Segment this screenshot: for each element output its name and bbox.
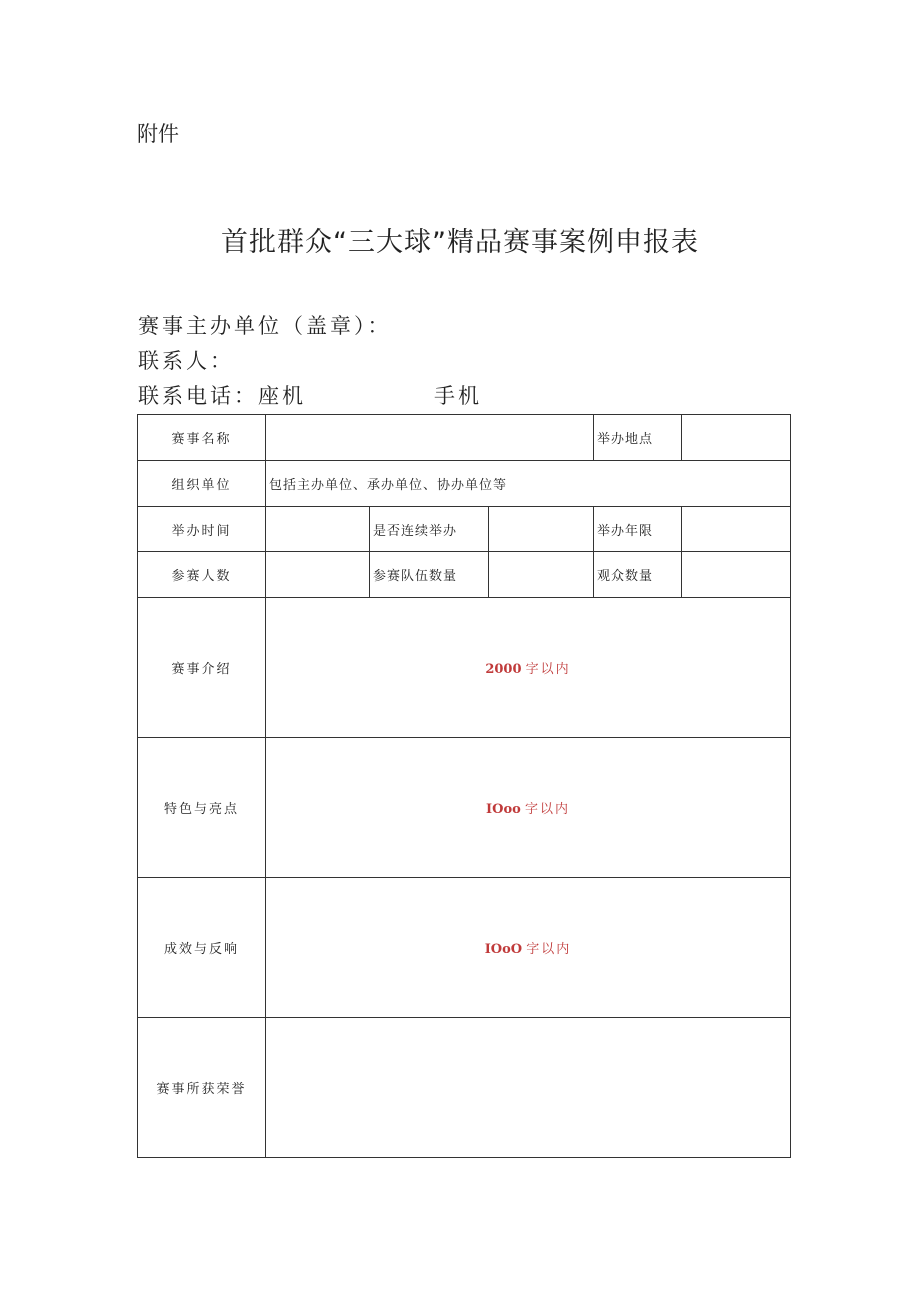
page-title: 首批群众“三大球”精品赛事案例申报表 — [221, 227, 699, 258]
teams-field[interactable] — [489, 552, 594, 598]
contact-line: 联系人： — [138, 349, 234, 373]
honors-field[interactable] — [266, 1018, 791, 1158]
features-label: 特色与亮点 — [138, 738, 266, 878]
event-name-label: 赛事名称 — [138, 415, 266, 461]
audience-field[interactable] — [682, 552, 791, 598]
years-held-label: 举办年限 — [594, 507, 682, 552]
venue-field[interactable] — [682, 415, 791, 461]
results-field[interactable] — [266, 878, 791, 1018]
features-field[interactable] — [266, 738, 791, 878]
held-time-field[interactable] — [266, 507, 370, 552]
table-row — [138, 552, 791, 598]
results-limit-number: IOoO — [484, 942, 523, 957]
application-form-table — [137, 414, 791, 1158]
table-row — [138, 461, 791, 507]
features-limit-text: 字以内 — [524, 802, 570, 817]
event-name-field[interactable] — [266, 415, 594, 461]
intro-field[interactable] — [266, 598, 791, 738]
consecutive-field[interactable] — [489, 507, 594, 552]
table-row — [138, 1018, 791, 1158]
venue-label: 举办地点 — [594, 415, 682, 461]
table-row — [138, 507, 791, 552]
intro-limit-text: 字以内 — [525, 662, 571, 677]
table-row — [138, 878, 791, 1018]
results-limit-text: 字以内 — [526, 942, 572, 957]
results-label: 成效与反响 — [138, 878, 266, 1018]
mobile-label: 手机 — [434, 384, 482, 408]
attachment-label: 附件 — [137, 122, 179, 146]
participants-label: 参赛人数 — [138, 552, 266, 598]
table-row — [138, 598, 791, 738]
landline-label: 联系电话：座机 — [138, 384, 306, 408]
features-limit-number: IOoo — [486, 802, 521, 817]
teams-label: 参赛队伍数量 — [370, 552, 489, 598]
organizer-line: 赛事主办单位（盖章）： — [138, 314, 392, 338]
participants-field[interactable] — [266, 552, 370, 598]
honors-label: 赛事所获荣誉 — [138, 1018, 266, 1158]
intro-label: 赛事介绍 — [138, 598, 266, 738]
table-row — [138, 415, 791, 461]
organizer-unit-field[interactable]: 包括主办单位、承办单位、协办单位等 — [266, 461, 791, 507]
years-held-field[interactable] — [682, 507, 791, 552]
held-time-label: 举办时间 — [138, 507, 266, 552]
organizer-unit-label: 组织单位 — [138, 461, 266, 507]
consecutive-label: 是否连续举办 — [370, 507, 489, 552]
table-row — [138, 738, 791, 878]
phone-line — [138, 380, 482, 410]
intro-limit-number: 2000 — [485, 662, 522, 677]
audience-label: 观众数量 — [594, 552, 682, 598]
